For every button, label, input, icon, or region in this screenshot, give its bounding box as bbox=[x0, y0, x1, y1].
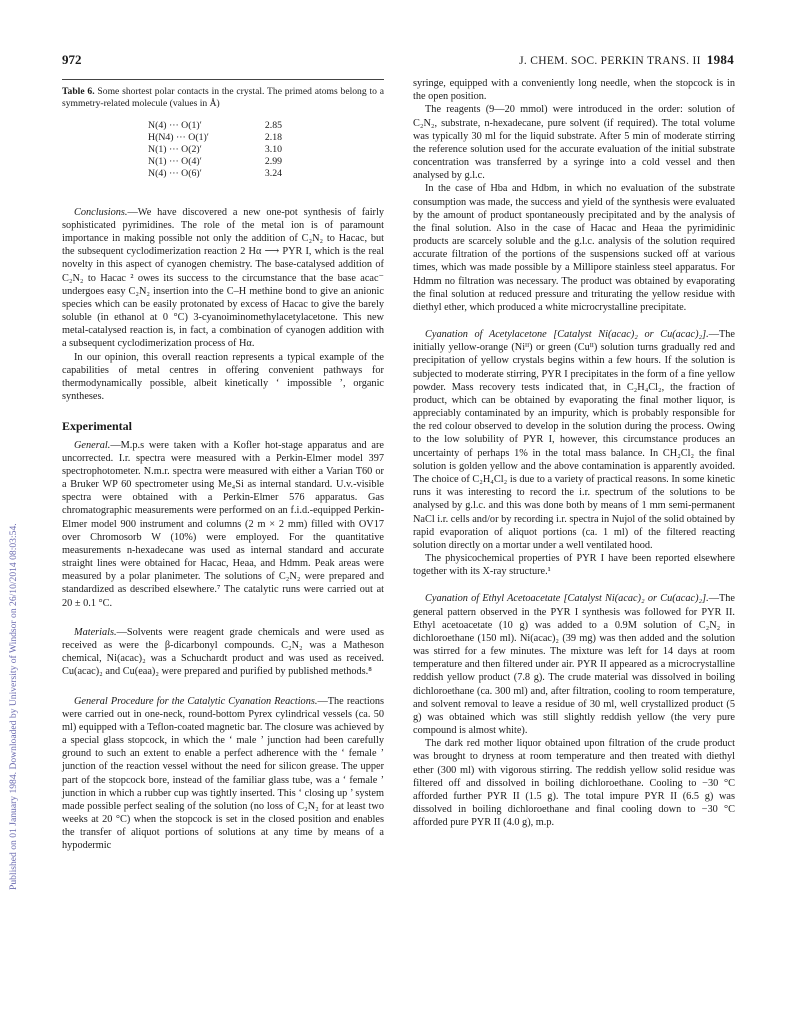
journal-year: 1984 bbox=[706, 52, 734, 67]
table-caption bbox=[62, 86, 384, 110]
materials-heading: Materials. bbox=[74, 626, 117, 638]
conclusions-paragraph bbox=[62, 206, 384, 351]
contact-distance: 2.18 bbox=[264, 131, 282, 143]
contact-atoms: N(1) ··· O(4)′ bbox=[148, 155, 202, 167]
physchem-paragraph: The physicochemical properties of PYR I have been reported elsewhere together with its X-ray structure.¹ bbox=[413, 553, 735, 578]
procedure-heading: General Procedure for the Catalytic Cyanation Reactions. bbox=[74, 695, 318, 707]
journal-header bbox=[519, 52, 734, 68]
right-column bbox=[413, 77, 735, 829]
table-row bbox=[148, 132, 282, 144]
general-heading: General. bbox=[74, 439, 111, 451]
contact-distance: 3.24 bbox=[264, 167, 282, 179]
procedure-paragraph bbox=[62, 695, 384, 853]
table-caption-text: Some shortest polar contacts in the crystal. The primed atoms belong to a symmetry-related molecule (values in Å) bbox=[62, 86, 385, 109]
table-top-rule bbox=[62, 79, 384, 80]
materials-text: —Solvents were reagent grade chemicals and were used as received as were the β-dicarbonyl compounds. C₂N₂ was a Matheson chemical, Ni(acac)₂ was a Schuchardt product and was used as received. Cu(acac)₂ and Cu(eaa)₂ were prepared and purified by published methods.⁸ bbox=[62, 626, 384, 678]
conclusions-text: —We have discovered a new one-pot synthesis of fairly sophisticated pyrimidines. The role of the metal ion is of paramount importance in making possible not only the addition of C₂N₂ to Hacac, but the subsequent cyclodimerization reaction 2 Hα ⟶ PYR I, which is the real novelty in this aspect of cyanogen chemistry. The base-catalysed addition of C₂N₂ to Hacac ² owes its success to the circumstance that the base acac⁻ undergoes easy C₂N₂ insertion into the C–H methine bond to give an anionic species which can be easily protonated by excess of Hacac to give the barely soluble (in ethanol at 0 °C) 3-cyanoiminomethylacetylacetone. This new metal-catalysed reaction is, in fact, a combination of cyanogen addition with a subsequent cyclodimerization process of Hα. bbox=[62, 206, 384, 350]
syringe-paragraph: syringe, equipped with a conveniently long needle, when the stopcock is in the open position. bbox=[413, 78, 735, 103]
eaa-text: —The general pattern observed in the PYR I synthesis was followed for PYR II. Ethyl acetoacetate (10 g) was added to a 0.9M solution of C₂N₂ in dichloroethane (150 ml). Ni(acac)₂ (39 mg) was then added and the solution was stirred for a few minutes. The mixture was left for 14 days at room temperature and then filtered under air. PYR II appeared as a microcrystalline reddish yellow product (7.8 g). The crude material was dissolved in boiling dichloroethane (ca. 300 ml) and, after filtration, cooling to room temperature, and solvent removal to leave a residue of 30 ml, well crystallized product (5 g) was obtained which was still slightly reddish yellow (the very pure compound is almost white). bbox=[413, 593, 735, 737]
left-column bbox=[62, 77, 384, 853]
conclusions-heading: Conclusions. bbox=[74, 206, 128, 218]
general-paragraph bbox=[62, 439, 384, 610]
contact-atoms: H(N4) ··· O(1)′ bbox=[148, 131, 209, 143]
general-text: —M.p.s were taken with a Kofler hot-stage apparatus and are uncorrected. I.r. spectra were measured with a Perkin-Elmer model 397 spectrophotometer. N.m.r. spectra were measured with either a Varian T60 or a Bruker WP 60 spectrometer using Me₄Si as internal standard. U.v.-visible spectra were obtained with a Perkin-Elmer 576 apparatus. Gas chromatographic measurements were performed on an f.i.d.-equipped Perkin-Elmer model 900 instrument and columns (2 m × 2 mm) filled with OV17 over Chromosorb W (10%) were employed. For the quantitative measurements n-hexadecane was used as internal standard and accurate straight lines were obtained for Hacac, Heaa, and Hdmm. Peak areas were measured by a polar planimeter. The solutions of C₂N₂ were prepared and standardized as described elsewhere.⁷ The catalytic runs were carried out at 20 ± 0.1 °C. bbox=[62, 439, 384, 609]
eaa-paragraph bbox=[413, 592, 735, 737]
table-row bbox=[148, 120, 282, 132]
reagents-paragraph: The reagents (9—20 mmol) were introduced in the order: solution of C₂N₂, substrate, n-hexadecane, pure solvent (if required). The total volume was typically 30 ml for the liquid substrate. After 5 min of moderate stirring the reference solution used for the accurate evaluation of the initial substrate concentration was transferred by a syringe into a cold vessel and then analysed by g.l.c. bbox=[413, 104, 735, 182]
opinion-paragraph: In our opinion, this overall reaction represents a typical example of the capabilities of metal centres in offering convenient pathways for thermodynamically possible, albeit kinetically ‘ impossible ’, organic syntheses. bbox=[62, 351, 384, 403]
acac-text: —The initially yellow-orange (Niᴵᴵ) or green (Cuᴵᴵ) solution turns gradually red and precipitation of yellow crystals begins within a few hours. If the solution is subjected to moderate stirring, PYR I precipitates in the form of a fine yellow powder. Mass recovery tests indicated that, in C₂H₄Cl₂, the fraction of product, which can be obtained by evaporating the final mother liquor, is appreciably contaminated by an impurity, which is probably responsible for the red colour observed to develop in the solution during the process. Owing to the low solubility of PYR I, however, this circumstance produces an uncertainty of perhaps 1% in the total mass balance. In CH₂Cl₂ the final solution is golden yellow and the above contamination is apparently avoided. The choice of C₂H₄Cl₂ is due to a variety of practical reasons. In some kinetic runs it was interesting to record the i.r. spectrum of the solutions to be analysed by g.l.c. and this was done both by means of 1 mm semi-permanent NaCl i.r. cells and/or by recording i.r. spectra in Nujol of the solid obtained by rapid evaporation of aliquot portions (ca. 1 ml) of the filtered reacting solution directly on a mortar under a well ventilated hood. bbox=[413, 329, 735, 551]
contact-distance: 2.99 bbox=[264, 155, 282, 167]
contact-atoms: N(1) ··· O(2)′ bbox=[148, 143, 202, 155]
download-watermark-text: Published on 01 January 1984. Downloaded by University of Windsor on 26/10/2014 08:03:54. bbox=[8, 523, 19, 890]
table-row bbox=[148, 168, 282, 180]
table-row bbox=[148, 144, 282, 156]
acac-heading: Cyanation of Acetylacetone [Catalyst Ni(acac)₂ or Cu(acac)₂]. bbox=[425, 329, 709, 341]
table-label: Table 6. bbox=[62, 86, 95, 97]
acac-paragraph bbox=[413, 328, 735, 552]
experimental-heading: Experimental bbox=[62, 419, 132, 434]
download-watermark bbox=[8, 190, 20, 890]
polar-contacts-body bbox=[148, 120, 282, 180]
contact-atoms: N(4) ··· O(6)′ bbox=[148, 167, 202, 179]
materials-paragraph bbox=[62, 626, 384, 679]
table-row bbox=[148, 156, 282, 168]
contact-distance: 2.85 bbox=[264, 119, 282, 131]
hba-paragraph: In the case of Hba and Hdbm, in which no evaluation of the substrate consumption was made, the success and yield of the synthesis were evaluated by the amount of product spontaneously precipitated and by the analysis of the final solution. Also in the case of Hacac and Heaa the pyrimidinic products are scarcely soluble and the g.l.c. analysis of the solution required accurate filtration of the portions of the suspensions sucked off at various times, which was made possible by a Millipore stainless steel apparatus. For Hdmm no filtration was necessary. The product was obtained by evaporating the final solution at reduced pressure and triturating the yellow residue with diethyl ether, which produced a white microcrystalline precipitate. bbox=[413, 183, 735, 313]
page-number: 972 bbox=[62, 52, 82, 67]
contact-distance: 3.10 bbox=[264, 143, 282, 155]
contact-atoms: N(4) ··· O(1)′ bbox=[148, 119, 202, 131]
polar-contacts-table bbox=[148, 120, 282, 180]
procedure-text: —The reactions were carried out in one-neck, round-bottom Pyrex cylindrical vessels (ca. 50 ml) equipped with a Teflon-coated magnetic bar. The closure was achieved by a special glass stopcock, in which the ‘ male ’ junction had been carefully ground to such an extent to enable a perfect adherence with the ‘ female ’ junction of the reaction vessel without the need for silicon grease. The upper part of the stopcock bore, instead of the familiar glass tube, was a ‘ female ’ junction in which a rubber cup was tightly inserted. This ‘ closing up ’ system made possible perfect sealing of the solution (no loss of C₂N₂ for at least two weeks at 20 °C) when the stopcock is set in the closed position and enables the transfer of aliquot portions of solutions at any time by means of a hypodermic bbox=[62, 695, 385, 852]
journal-name: J. CHEM. SOC. PERKIN TRANS. II bbox=[519, 55, 701, 67]
eaa-heading: Cyanation of Ethyl Acetoacetate [Catalyst Ni(acac)₂ or Cu(acac)₂]. bbox=[425, 593, 709, 605]
dark-liquor-paragraph: The dark red mother liquor obtained upon filtration of the crude product was brought to dryness at room temperature and then treated with diethyl ether (300 ml) with vigorous stirring. The reddish yellow solid residue was filtered off and dissolved in boiling dichloroethane. Cooling to −30 °C afforded further PYR II (1.5 g). The total impure PYR II (6.5 g) was dissolved in boiling dichloroethane and final cooling down to −30 °C afforded pure PYR II (4.0 g), m.p. bbox=[413, 738, 735, 829]
